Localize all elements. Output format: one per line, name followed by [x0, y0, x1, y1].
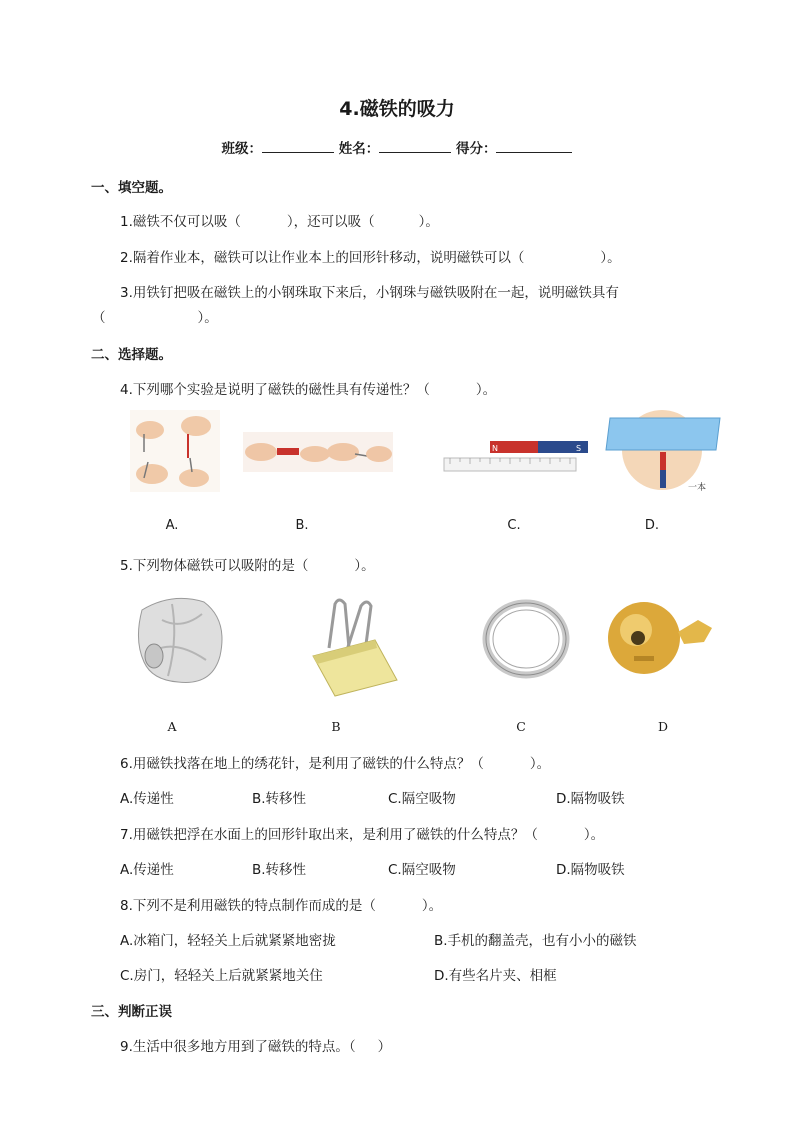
option-label-a[interactable]: A.: [165, 518, 179, 533]
option-label-c[interactable]: C: [516, 719, 526, 734]
student-info-line: [0, 137, 794, 157]
option-label-c[interactable]: C.: [507, 518, 521, 533]
option-label-b[interactable]: B: [331, 719, 341, 734]
question-4: 4.下列哪个实验是说明了磁铁的磁性具有传递性？（ ）。: [120, 382, 497, 398]
silver-bracelet-picture: [478, 596, 574, 682]
svg-text:S: S: [576, 444, 582, 453]
binder-clip-picture: [305, 596, 401, 700]
name-blank[interactable]: [379, 140, 451, 153]
option-d[interactable]: D.有些名片夹、相框: [434, 968, 557, 984]
crushed-can-picture: [132, 590, 232, 690]
option-c[interactable]: C.隔空吸物: [388, 791, 456, 807]
hands-magnet-picture: [243, 432, 393, 472]
question-5: 5.下列物体磁铁可以吸附的是（ ）。: [120, 558, 375, 574]
question-9: 9.生活中很多地方用到了磁铁的特点。（ ）: [120, 1039, 392, 1055]
score-blank[interactable]: [496, 140, 572, 153]
page-title: 4.磁铁的吸力: [339, 98, 455, 120]
option-b[interactable]: B.转移性: [252, 862, 307, 878]
hands-pins-picture: [130, 410, 220, 492]
option-a[interactable]: A.冰箱门，轻轻关上后就紧紧地密拢: [120, 933, 336, 949]
option-label-d[interactable]: D: [657, 719, 669, 734]
option-label-a[interactable]: A: [167, 719, 177, 734]
question-3-line1: 3.用铁钉把吸在磁铁上的小钢珠取下来后，小钢珠与磁铁吸附在一起，说明磁铁具有: [120, 285, 619, 301]
magnet-under-book-picture: [604, 408, 724, 494]
option-label-b[interactable]: B.: [295, 518, 309, 533]
class-blank[interactable]: [262, 140, 334, 153]
section-true-false: 三、判断正误: [91, 1004, 172, 1020]
svg-text:N: N: [492, 444, 498, 453]
section-fill-blank: 一、填空题。: [91, 180, 172, 196]
score-label: 得分：: [455, 141, 497, 157]
question-6: 6.用磁铁找落在地上的绣花针，是利用了磁铁的什么特点？（ ）。: [120, 756, 551, 772]
option-c[interactable]: C.房门，轻轻关上后就紧紧地关住: [120, 968, 323, 984]
option-d[interactable]: D.隔物吸铁: [556, 862, 625, 878]
option-b[interactable]: B.手机的翻盖壳，也有小小的磁铁: [434, 933, 637, 949]
question-2: 2.隔着作业本，磁铁可以让作业本上的回形针移动，说明磁铁可以（ ）。: [120, 250, 621, 266]
question-3-line2: （ ）。: [92, 310, 218, 326]
golden-bell-picture: [594, 586, 724, 690]
option-b[interactable]: B.转移性: [252, 791, 307, 807]
option-c[interactable]: C.隔空吸物: [388, 862, 456, 878]
option-label-d[interactable]: D.: [644, 518, 660, 533]
option-a[interactable]: A.传递性: [120, 791, 174, 807]
magnet-ruler-picture: [430, 438, 590, 474]
question-8: 8.下列不是利用磁铁的特点制作而成的是（ ）。: [120, 898, 443, 914]
option-a[interactable]: A.传递性: [120, 862, 174, 878]
question-7: 7.用磁铁把浮在水面上的回形针取出来，是利用了磁铁的什么特点？（ ）。: [120, 827, 605, 843]
picture-caption: 一本: [688, 483, 707, 493]
section-multiple-choice: 二、选择题。: [91, 347, 172, 363]
question-1: 1.磁铁不仅可以吸（ ），还可以吸（ ）。: [120, 214, 439, 230]
name-label: 姓名：: [338, 141, 380, 157]
option-d[interactable]: D.隔物吸铁: [556, 791, 625, 807]
class-label: 班级：: [221, 141, 263, 157]
